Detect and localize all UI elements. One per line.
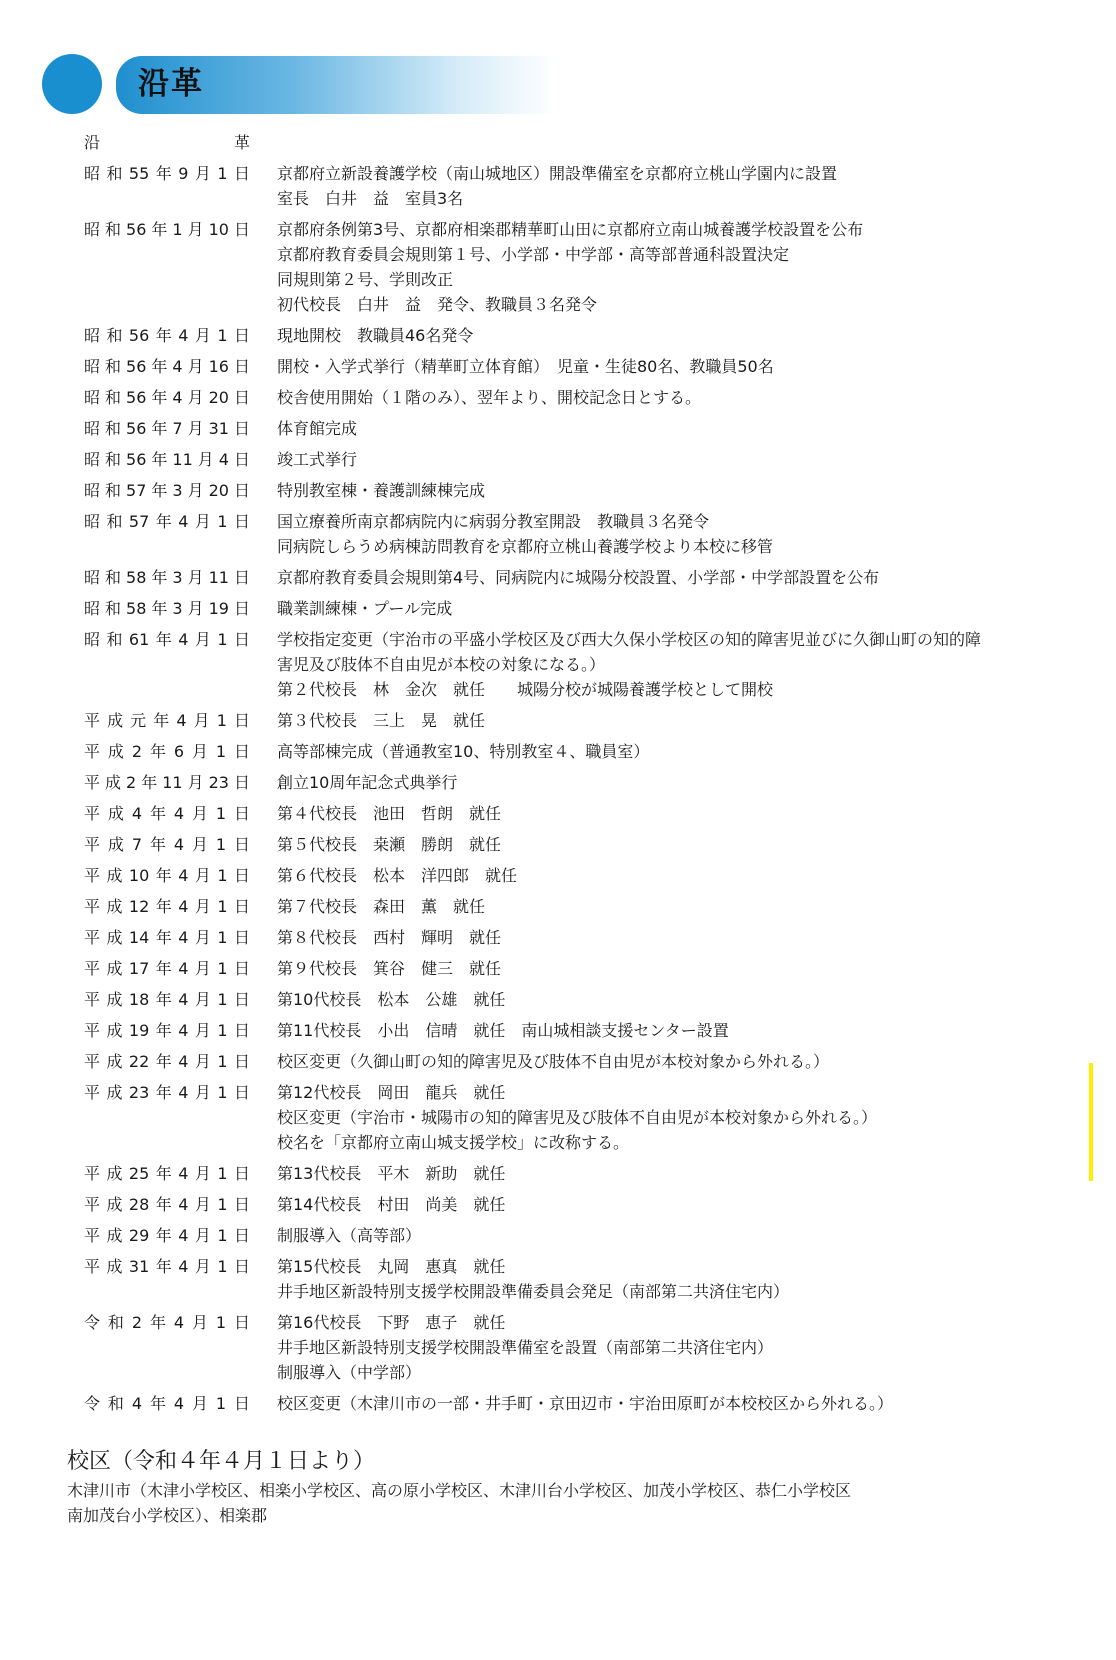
entry-line: 第11代校長 小出 信晴 就任 南山城相談支援センター設置 [277,1021,729,1040]
entry-line: 特別教室棟・養護訓練棟完成 [277,481,486,500]
history-entry [84,956,1094,981]
entry-description [277,1391,1094,1416]
entry-date: 平成10年4月1日 [84,866,250,885]
entry-line: 第４代校長 池田 哲朗 就任 [277,804,502,823]
history-entry [84,478,1094,503]
school-district-section [67,1446,1067,1528]
entry-description [277,739,1094,764]
entry-date: 令和2年4月1日 [84,1313,250,1332]
entry-date: 昭和58年3月19日 [84,599,250,618]
entry-line: 学校指定変更（宇治市の平盛小学校区及び西大久保小学校区の知的障害児並びに久御山町の知的障 [277,630,982,649]
history-entry [84,354,1094,379]
history-entry [84,161,1094,211]
history-entry [84,1080,1094,1155]
entry-line: 国立療養所南京都病院内に病弱分教室開設 教職員３名発令 [277,512,710,531]
history-entry [84,447,1094,472]
entry-description [277,385,1094,410]
entry-description [277,925,1094,950]
history-entry [84,708,1094,733]
entry-date: 昭和61年4月1日 [84,630,250,649]
entry-line: 開校・入学式挙行（精華町立体育館） 児童・生徒80名、教職員50名 [277,357,774,376]
margin-marker-bar [1089,1063,1093,1181]
history-entry [84,863,1094,888]
history-entry [84,739,1094,764]
entry-description [277,801,1094,826]
entry-date: 平成元年4月1日 [84,711,250,730]
entry-date: 昭和56年1月10日 [84,220,250,239]
entry-description [277,354,1094,379]
entry-description [277,478,1094,503]
entry-date: 昭和58年3月11日 [84,568,250,587]
entry-description [277,565,1094,590]
entry-date: 平成23年4月1日 [84,1083,250,1102]
entry-line: 同規則第２号、学則改正 [277,270,454,289]
column-header-left: 沿 [84,133,101,152]
entry-line: 井手地区新設特別支援学校開設準備委員会発足（南部第二共済住宅内） [277,1282,790,1301]
entry-date: 令和4年4月1日 [84,1394,250,1413]
entry-line: 第７代校長 森田 薫 就任 [277,897,486,916]
entry-line: 第14代校長 村田 尚美 就任 [277,1195,506,1214]
history-entry [84,385,1094,410]
history-entry [84,509,1094,559]
entry-date: 平成2年11月23日 [84,773,250,792]
history-entry [84,987,1094,1012]
entry-line: 初代校長 白井 益 発令、教職員３名発令 [277,295,598,314]
entry-date: 平成4年4月1日 [84,804,250,823]
history-entry [84,416,1094,441]
history-list [84,161,1094,1422]
history-entry [84,596,1094,621]
school-district-title: 校区（令和４年４月１日より） [67,1449,376,1474]
entry-line: 第３代校長 三上 晃 就任 [277,711,486,730]
entry-line: 校名を「京都府立南山城支援学校」に改称する。 [277,1133,630,1152]
history-entry [84,565,1094,590]
entry-line: 竣工式挙行 [277,450,358,469]
entry-line: 第12代校長 岡田 龍兵 就任 [277,1083,506,1102]
entry-description [277,447,1094,472]
entry-line: 京都府立新設養護学校（南山城地区）開設準備室を京都府立桃山学園内に設置 [277,164,838,183]
entry-date: 昭和56年4月20日 [84,388,250,407]
entry-line: 第16代校長 下野 恵子 就任 [277,1313,506,1332]
entry-description [277,770,1094,795]
entry-date: 昭和57年3月20日 [84,481,250,500]
history-entry [84,1310,1094,1385]
history-entry [84,1192,1094,1217]
entry-description [277,987,1094,1012]
entry-description [277,1161,1094,1186]
entry-description [277,1018,1094,1043]
entry-date: 平成18年4月1日 [84,990,250,1009]
school-district-line: 南加茂台小学校区）、相楽郡 [67,1506,268,1525]
page-title: 沿革 [138,66,204,102]
header-circle-ornament [42,54,102,114]
history-entry [84,217,1094,317]
entry-description [277,832,1094,857]
entry-line: 創立10周年記念式典挙行 [277,773,458,792]
entry-description [277,894,1094,919]
entry-date: 平成17年4月1日 [84,959,250,978]
history-entry [84,1391,1094,1416]
entry-line: 制服導入（高等部） [277,1226,422,1245]
entry-date: 昭和57年4月1日 [84,512,250,531]
history-entry [84,925,1094,950]
entry-line: 校区変更（木津川市の一部・井手町・京田辺市・宇治田原町が本校校区から外れる。） [277,1394,894,1413]
entry-date: 平成22年4月1日 [84,1052,250,1071]
entry-line: 第２代校長 林 金次 就任 城陽分校が城陽養護学校として開校 [277,680,774,699]
entry-line: 室長 白井 益 室員3名 [277,189,464,208]
entry-date: 平成7年4月1日 [84,835,250,854]
history-entry [84,1161,1094,1186]
history-entry [84,1049,1094,1074]
entry-date: 平成25年4月1日 [84,1164,250,1183]
header-banner [116,56,556,114]
school-district-line: 木津川市（木津小学校区、相楽小学校区、高の原小学校区、木津川台小学校区、加茂小学校区、恭仁小学校区 [67,1481,852,1500]
history-entry [84,770,1094,795]
entry-date: 平成29年4月1日 [84,1226,250,1245]
entry-date: 平成2年6月1日 [84,742,250,761]
entry-date: 平成28年4月1日 [84,1195,250,1214]
entry-description [277,708,1094,733]
history-entry [84,894,1094,919]
entry-line: 害児及び肢体不自由児が本校の対象になる。） [277,655,606,674]
entry-line: 京都府教育委員会規則第１号、小学部・中学部・高等部普通科設置決定 [277,245,790,264]
entry-description [277,627,1094,702]
entry-description [277,1080,1094,1155]
entry-line: 第８代校長 西村 輝明 就任 [277,928,502,947]
entry-date: 平成12年4月1日 [84,897,250,916]
entry-description [277,596,1094,621]
history-entry [84,801,1094,826]
entry-description [277,863,1094,888]
entry-description [277,323,1094,348]
history-entry [84,1018,1094,1043]
entry-description [277,161,1094,211]
entry-line: 現地開校 教職員46名発令 [277,326,474,345]
entry-line: 校舎使用開始（１階のみ）、翌年より、開校記念日とする。 [277,388,702,407]
entry-line: 京都府教育委員会規則第4号、同病院内に城陽分校設置、小学部・中学部設置を公布 [277,568,880,587]
entry-line: 職業訓練棟・プール完成 [277,599,453,618]
entry-description [277,1310,1094,1385]
entry-description [277,217,1094,317]
entry-line: 第13代校長 平木 新助 就任 [277,1164,506,1183]
entry-date: 平成14年4月1日 [84,928,250,947]
history-entry [84,323,1094,348]
entry-date: 昭和56年4月1日 [84,326,250,345]
entry-description [277,1192,1094,1217]
entry-line: 高等部棟完成（普通教室10、特別教室４、職員室） [277,742,650,761]
entry-date: 昭和56年4月16日 [84,357,250,376]
entry-date: 平成19年4月1日 [84,1021,250,1040]
history-entry [84,1223,1094,1248]
entry-description [277,1254,1094,1304]
entry-line: 第９代校長 箕谷 健三 就任 [277,959,502,978]
school-district-text [67,1478,1067,1528]
entry-date: 昭和56年11月4日 [84,450,250,469]
entry-date: 昭和56年7月31日 [84,419,250,438]
entry-line: 校区変更（宇治市・城陽市の知的障害児及び肢体不自由児が本校対象から外れる。） [277,1108,878,1127]
history-entry [84,1254,1094,1304]
entry-line: 井手地区新設特別支援学校開設準備室を設置（南部第二共済住宅内） [277,1338,774,1357]
entry-description [277,1049,1094,1074]
entry-description [277,509,1094,559]
entry-line: 体育館完成 [277,419,358,438]
entry-line: 第５代校長 桒瀬 勝朗 就任 [277,835,502,854]
entry-date: 昭和55年9月1日 [84,164,250,183]
entry-line: 制服導入（中学部） [277,1363,422,1382]
entry-line: 校区変更（久御山町の知的障害児及び肢体不自由児が本校対象から外れる。） [277,1052,830,1071]
entry-line: 第６代校長 松本 洋四郎 就任 [277,866,518,885]
entry-line: 京都府条例第3号、京都府相楽郡精華町山田に京都府立南山城養護学校設置を公布 [277,220,864,239]
entry-date: 平成31年4月1日 [84,1257,250,1276]
column-header-right: 革 [233,133,250,152]
entry-line: 同病院しらうめ病棟訪問教育を京都府立桃山養護学校より本校に移管 [277,537,774,556]
entry-description [277,416,1094,441]
entry-description [277,1223,1094,1248]
column-header [84,131,250,155]
entry-description [277,956,1094,981]
history-entry [84,832,1094,857]
entry-line: 第10代校長 松本 公雄 就任 [277,990,506,1009]
history-entry [84,627,1094,702]
entry-line: 第15代校長 丸岡 惠真 就任 [277,1257,506,1276]
